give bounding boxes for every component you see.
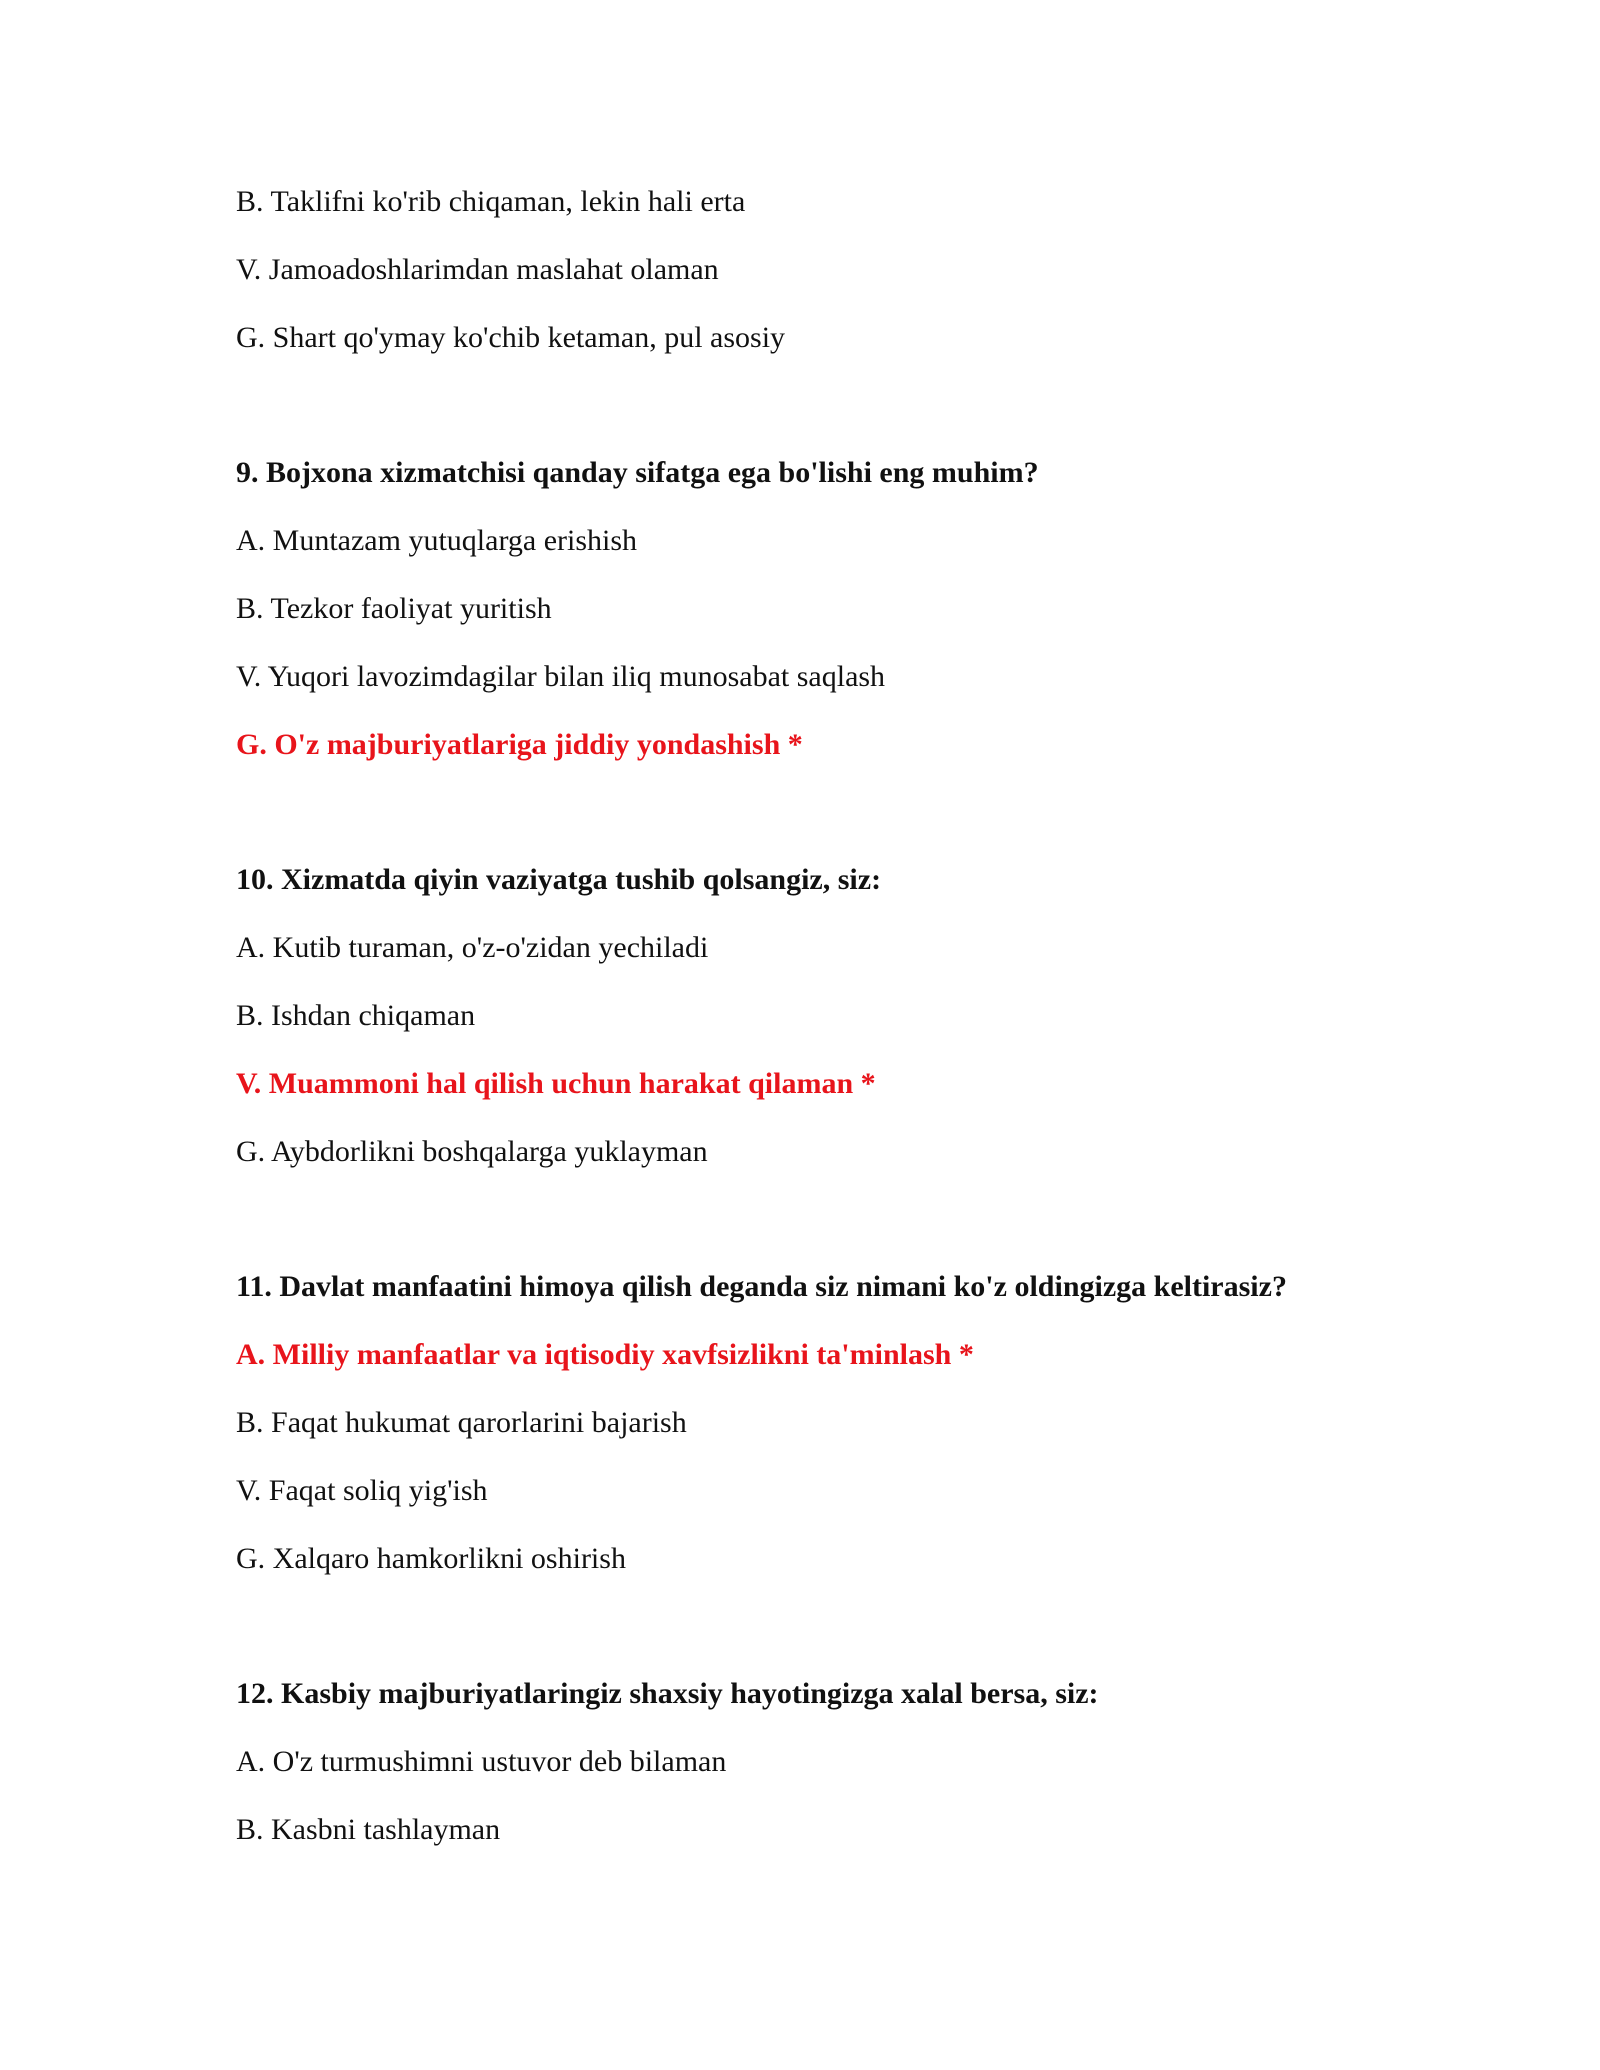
spacer: [236, 1609, 1600, 1676]
option-a: A. Kutib turaman, o'z-o'zidan yechiladi: [236, 931, 709, 964]
option-b: B. Faqat hukumat qarorlarini bajarish: [236, 1406, 687, 1439]
question-title: 10. Xizmatda qiyin vaziyatga tushib qolsangiz, siz:: [236, 863, 882, 896]
option-fragment-b: B. Taklifni ko'rib chiqaman, lekin hali erta: [236, 185, 746, 218]
option-b: B. Ishdan chiqaman: [236, 999, 476, 1032]
option-a-correct-answer: A. Milliy manfaatlar va iqtisodiy xavfsizlikni ta'minlash *: [236, 1338, 974, 1371]
spacer: [236, 388, 1600, 455]
question-block-9: [236, 455, 1600, 763]
question-block-12: [236, 1676, 1600, 1848]
option-g: G. Aybdorlikni boshqalarga yuklayman: [236, 1135, 708, 1168]
question-block-10: [236, 862, 1600, 1170]
option-g-correct-answer: G. O'z majburiyatlariga jiddiy yondashish *: [236, 728, 803, 761]
fragment-options: [236, 184, 1600, 356]
question-block-11: [236, 1269, 1600, 1577]
option-b: B. Kasbni tashlayman: [236, 1813, 501, 1846]
question-title: 12. Kasbiy majburiyatlaringiz shaxsiy hayotingizga xalal bersa, siz:: [236, 1677, 1099, 1710]
spacer: [236, 1202, 1600, 1269]
option-v: V. Yuqori lavozimdagilar bilan iliq munosabat saqlash: [236, 660, 886, 693]
option-v-correct-answer: V. Muammoni hal qilish uchun harakat qilaman *: [236, 1067, 876, 1100]
option-a: A. O'z turmushimni ustuvor deb bilaman: [236, 1745, 727, 1778]
option-b: B. Tezkor faoliyat yuritish: [236, 592, 552, 625]
spacer: [236, 795, 1600, 862]
question-title: 9. Bojxona xizmatchisi qanday sifatga ega bo'lishi eng muhim?: [236, 456, 1039, 489]
option-fragment-v: V. Jamoadoshlarimdan maslahat olaman: [236, 253, 719, 286]
option-v: V. Faqat soliq yig'ish: [236, 1474, 488, 1507]
option-g: G. Xalqaro hamkorlikni oshirish: [236, 1542, 626, 1575]
option-fragment-g: G. Shart qo'ymay ko'chib ketaman, pul asosiy: [236, 321, 786, 354]
question-title: 11. Davlat manfaatini himoya qilish deganda siz nimani ko'z oldingizga keltirasiz?: [236, 1270, 1287, 1303]
option-a: A. Muntazam yutuqlarga erishish: [236, 524, 638, 557]
